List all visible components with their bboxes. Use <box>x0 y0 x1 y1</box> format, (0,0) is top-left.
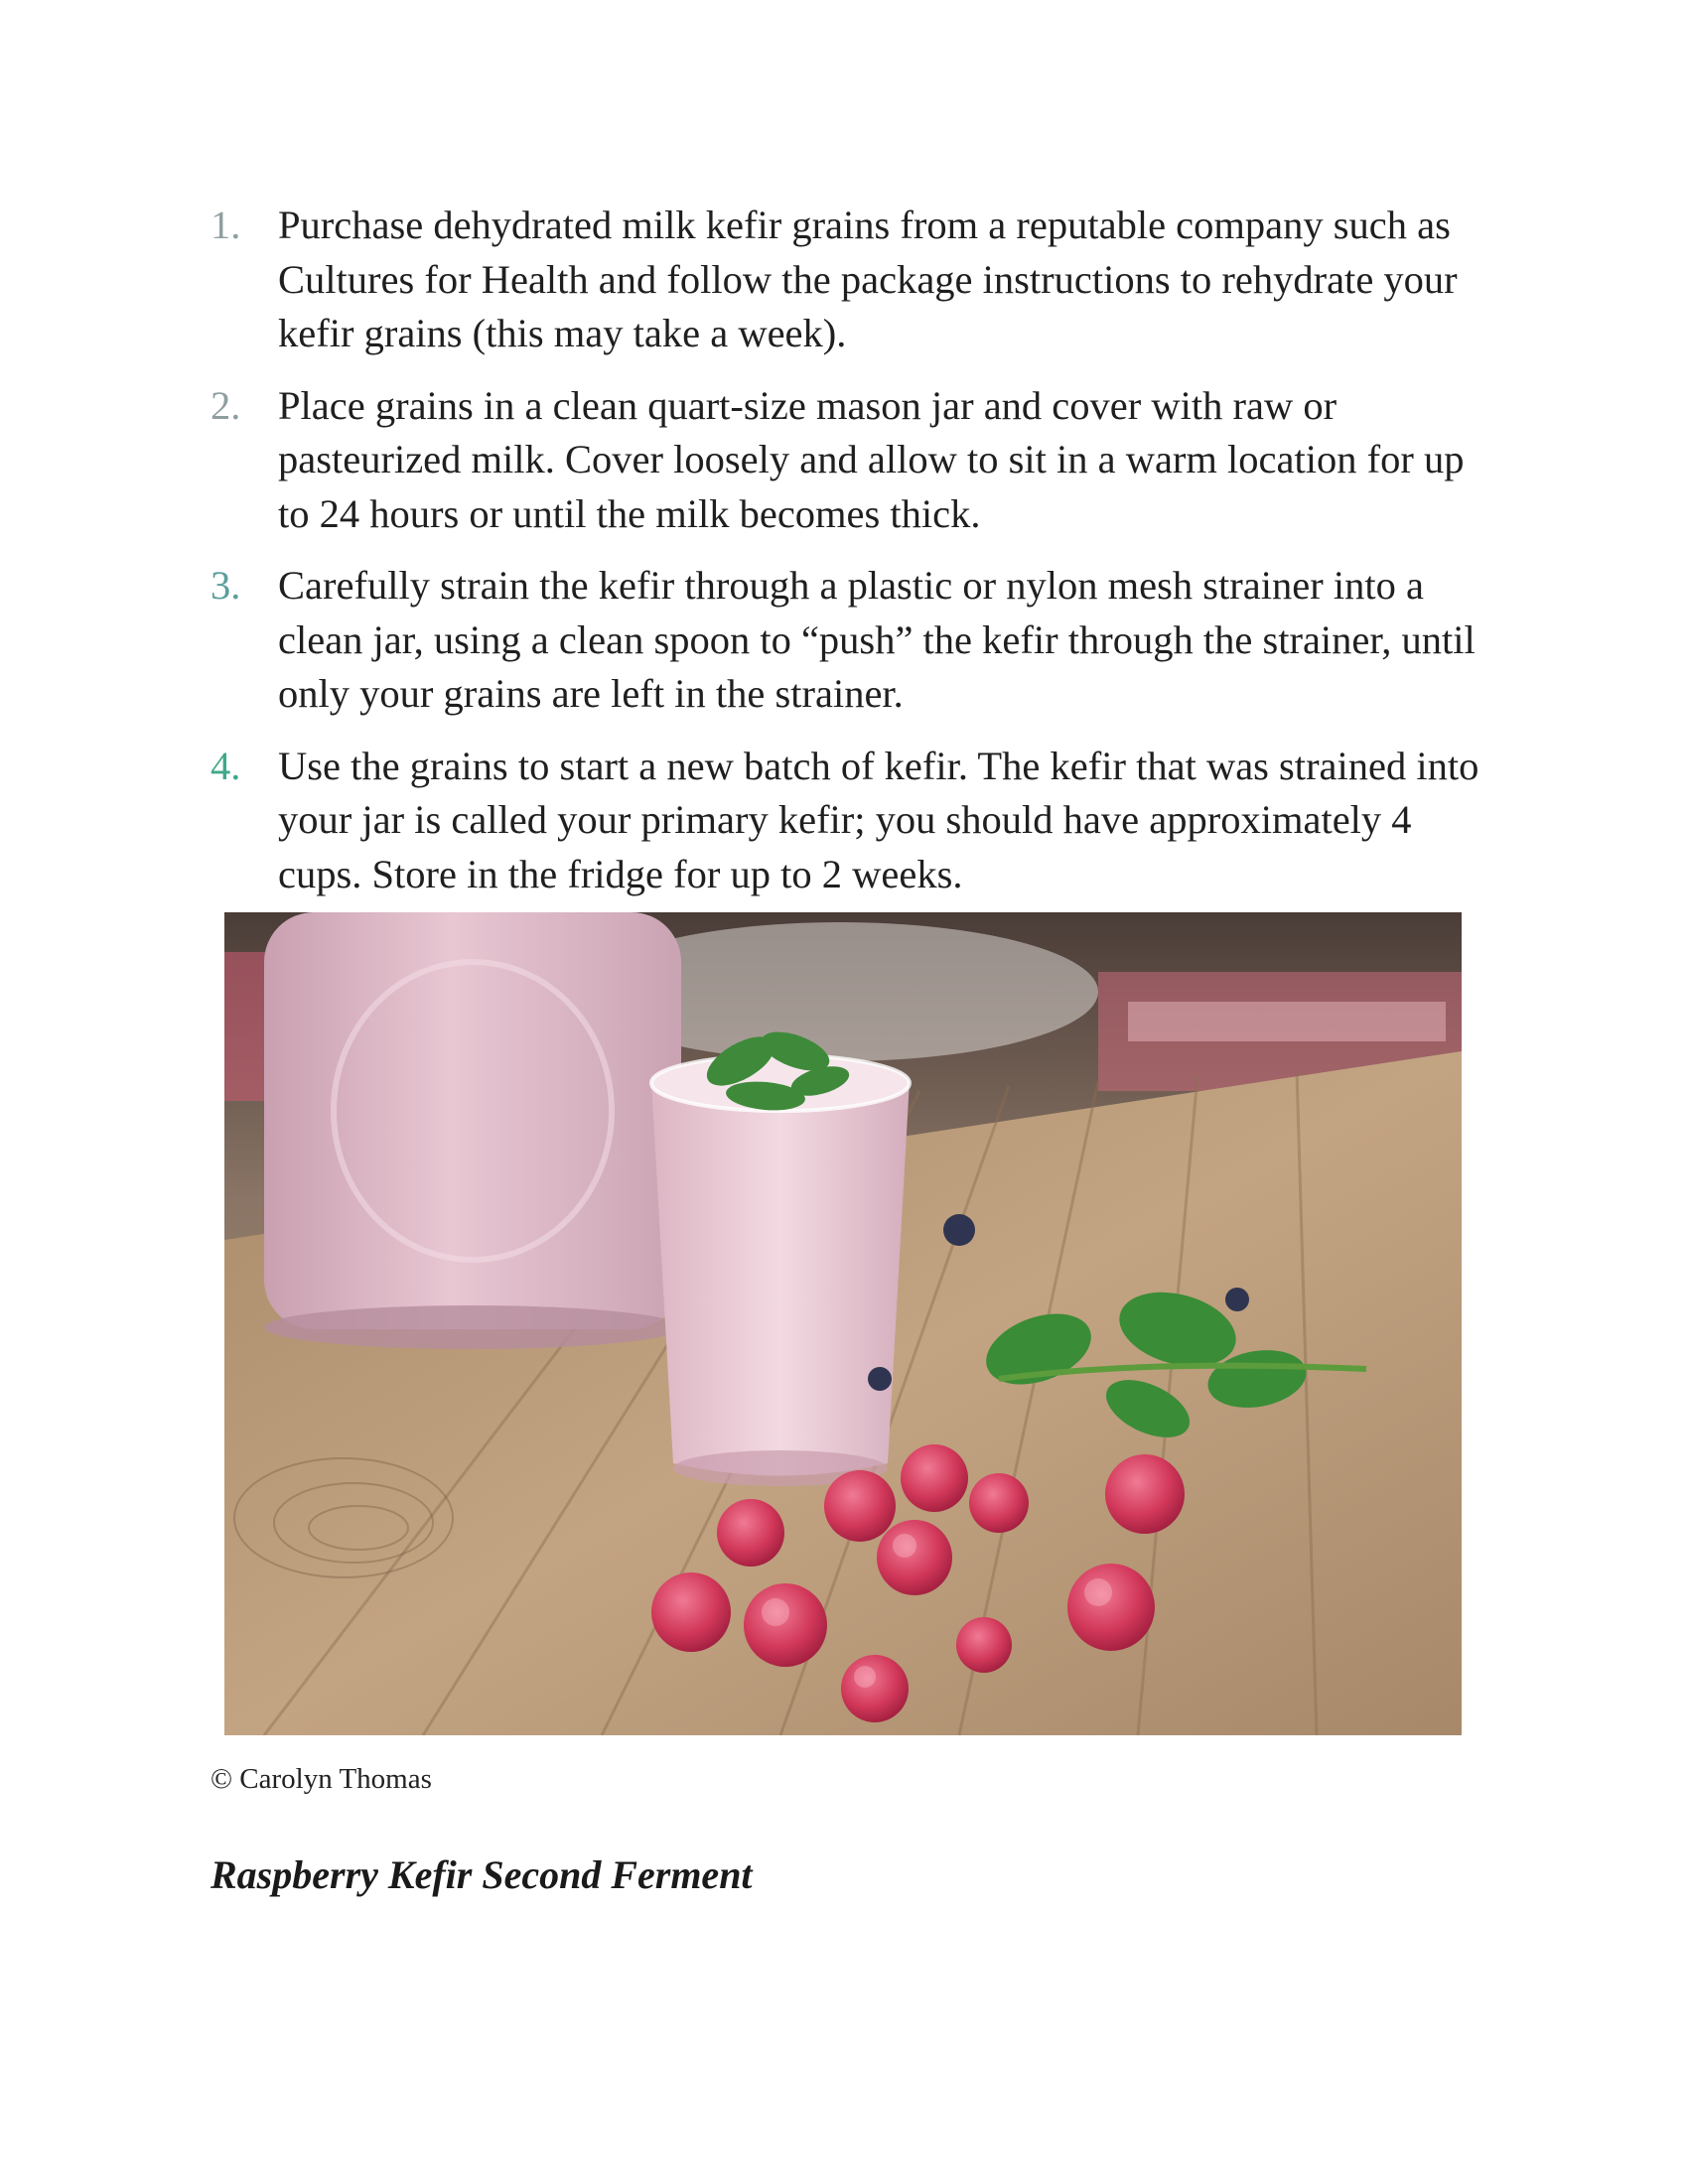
instruction-list <box>211 199 1501 919</box>
list-item <box>211 740 1501 902</box>
step-text: Purchase dehydrated milk kefir grains from a reputable company such as Cultures for Health and follow the package instructions to rehydrate your kefir grains (this may take a week). <box>278 203 1458 355</box>
section-heading: Raspberry Kefir Second Ferment <box>211 1852 753 1897</box>
step-number: 3. <box>211 563 241 608</box>
kefir-photo-illustration <box>224 912 1462 1735</box>
list-item <box>211 379 1501 542</box>
step-number: 2. <box>211 382 241 428</box>
step-text: Place grains in a clean quart-size mason jar and cover with raw or pasteurized milk. Cover loosely and allow to sit in a warm location for up to 24 hours or until the milk becomes thick. <box>278 382 1465 536</box>
kefir-photo <box>224 912 1462 1735</box>
step-number: 1. <box>211 203 241 247</box>
list-item <box>211 559 1501 722</box>
photo-credit: © Carolyn Thomas <box>211 1763 432 1795</box>
step-text: Use the grains to start a new batch of kefir. The kefir that was strained into your jar is called your primary kefir; you should have approximately 4 cups. Store in the fridge for up to 2 weeks. <box>278 743 1479 896</box>
list-item <box>211 199 1501 361</box>
step-number: 4. <box>211 743 241 788</box>
step-text: Carefully strain the kefir through a plastic or nylon mesh strainer into a clean jar, using a clean spoon to “push” the kefir through the strainer, until only your grains are left in the strainer. <box>278 563 1476 716</box>
